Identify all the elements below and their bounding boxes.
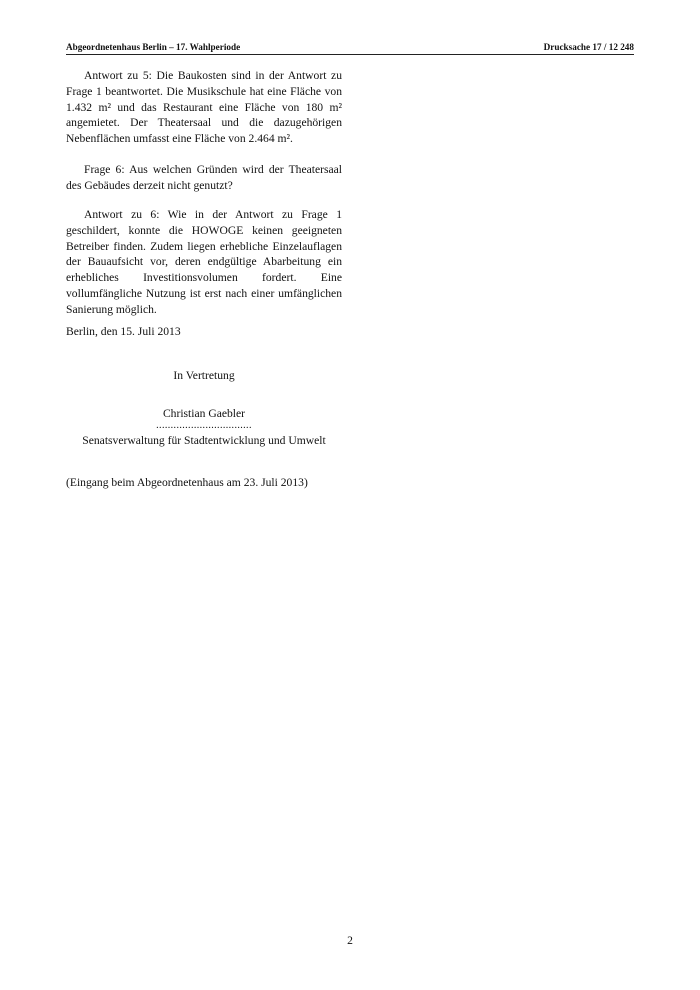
signature-dotted-line: ................................. [156,420,252,431]
page-number: 2 [347,934,353,947]
header-parliament-title: Abgeordnetenhaus Berlin – 17. Wahlperiode [66,42,241,52]
receipt-note: (Eingang beim Abgeordnetenhaus am 23. Juli 2013) [66,476,308,489]
question-6-paragraph: Frage 6: Aus welchen Gründen wird der Theatersaal des Gebäudes derzeit nicht genutzt? [66,163,342,192]
page-header [66,40,634,55]
signatory-name: Christian Gaebler [162,407,246,420]
place-date-line: Berlin, den 15. Juli 2013 [66,325,181,338]
answer-5-paragraph: Antwort zu 5: Die Baukosten sind in der Antwort zu Frage 1 beantwortet. Die Musikschule hat eine Fläche von 1.432 m² und das Restaurant eine Fläche von 180 m² angemietet. Der Theatersaal und die dazugehörigen Nebenflächen umfasst eine Fläche von 2.464 m². [66,69,342,146]
signatory-department: Senatsverwaltung für Stadtentwicklung und Umwelt [82,434,326,447]
signature-representation: In Vertretung [173,369,235,382]
answer-6-paragraph: Antwort zu 6: Wie in der Antwort zu Frage 1 geschildert, konnte die HOWOGE keinen geeigneten Betreiber finden. Zudem liegen erhebliche Einzelauflagen der Bauaufsicht vor, deren endgültige Abarbeitung ein erhebliches Investitionsvolumen fordert. Eine vollumfängliche Nutzung ist erst nach einer umfänglichen Sanierung möglich. [66,208,342,316]
header-document-number: Drucksache 17 / 12 248 [543,42,634,52]
